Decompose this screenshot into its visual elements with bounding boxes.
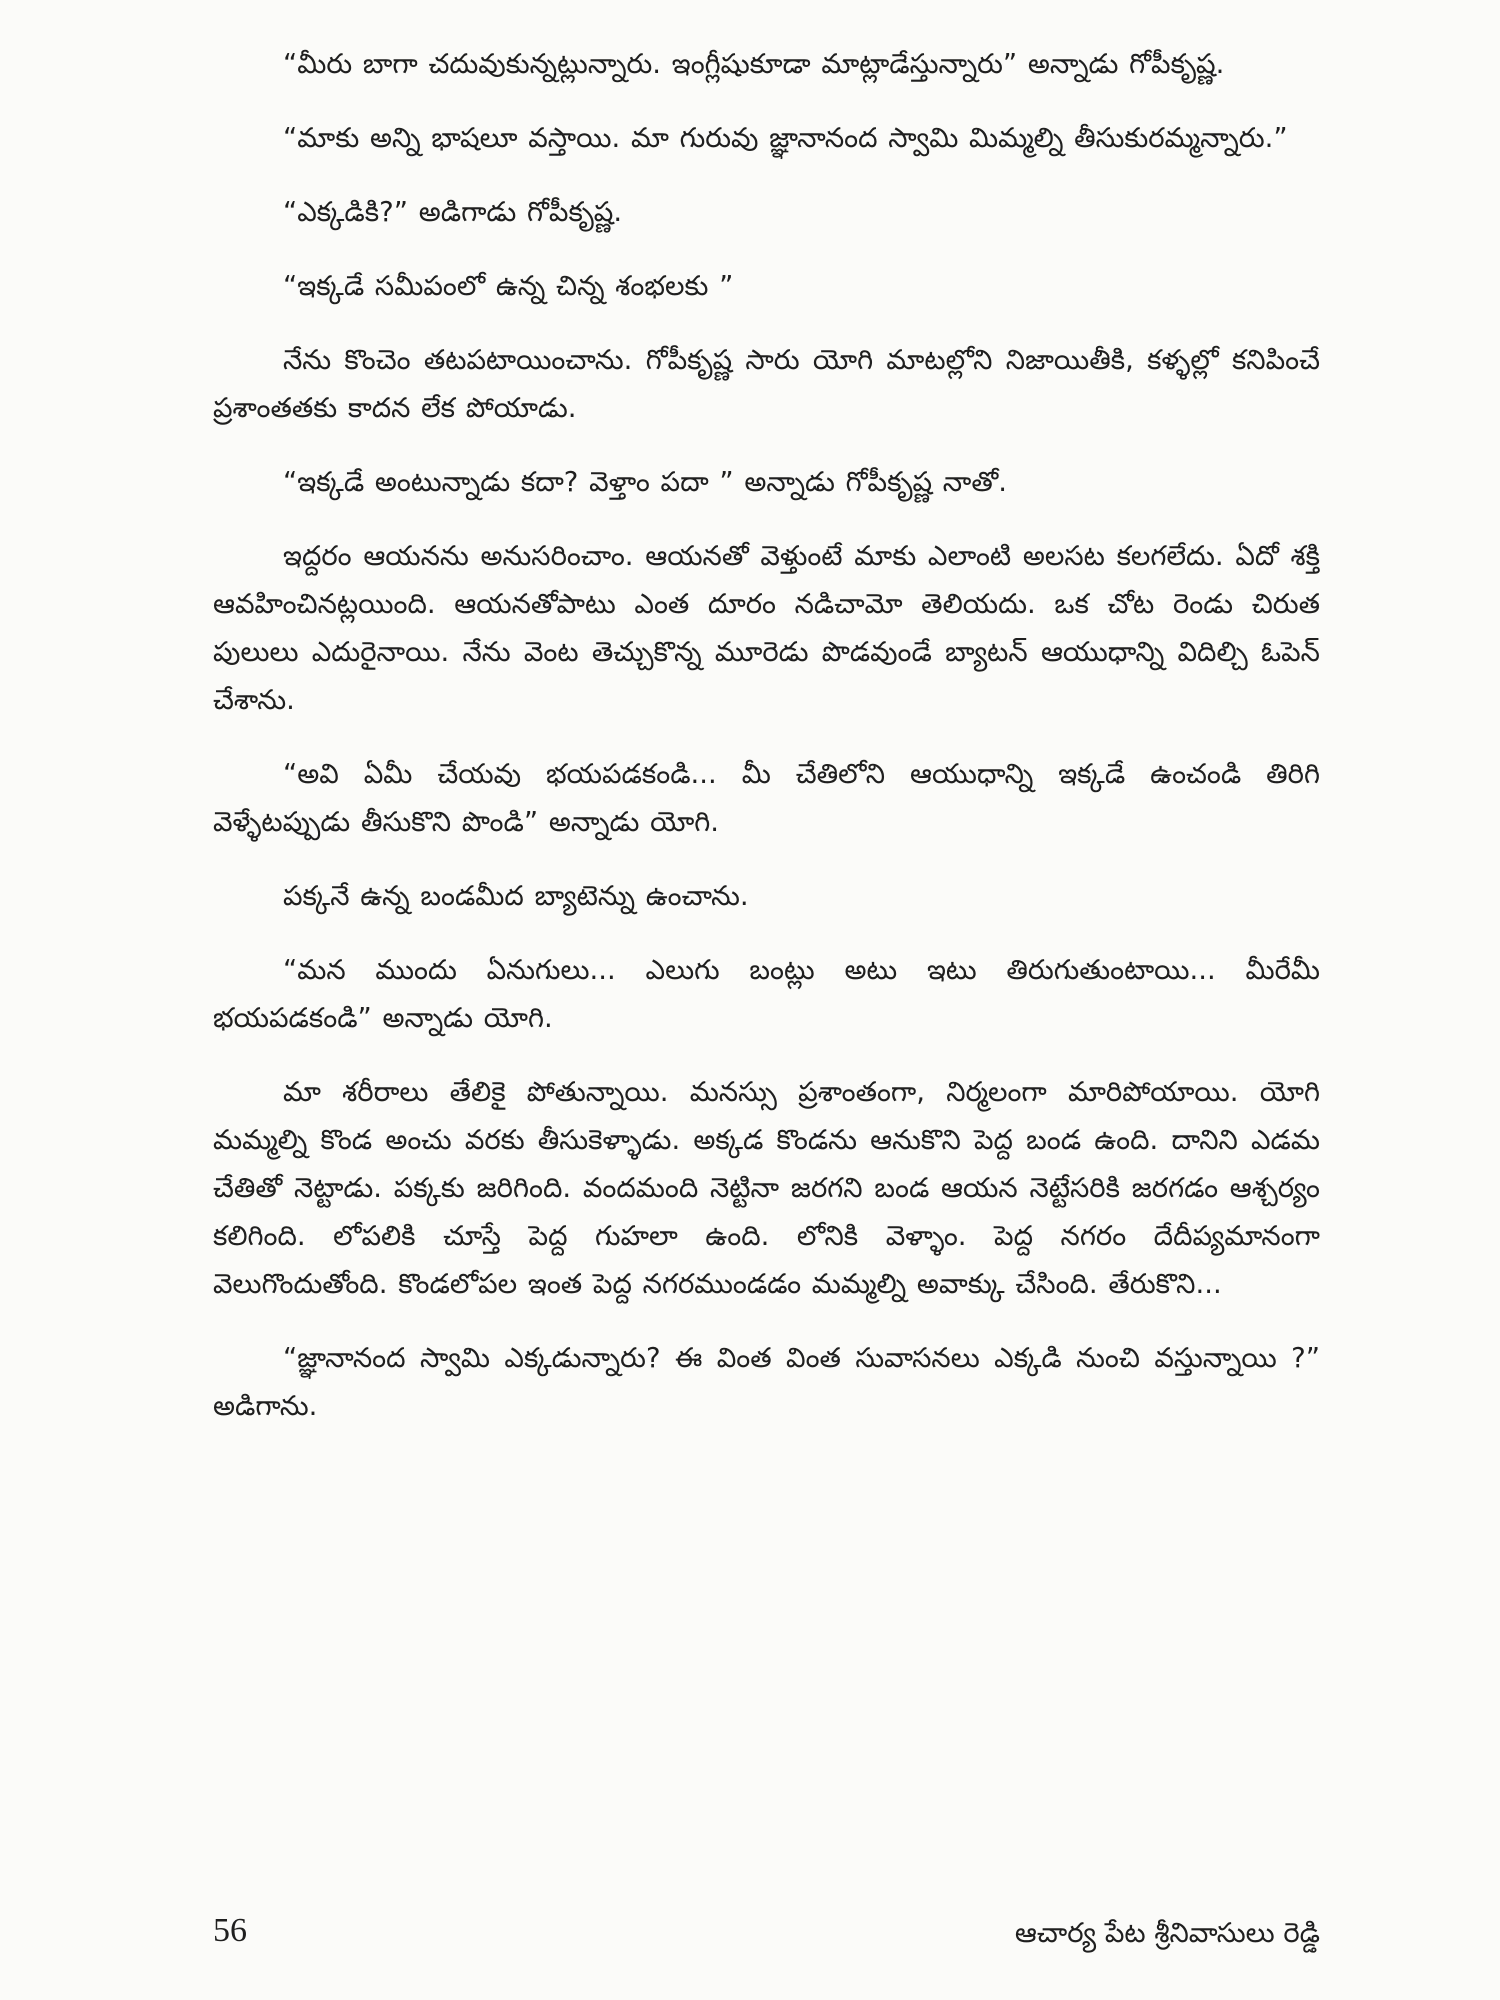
- paragraph: “ఇక్కడే సమీపంలో ఉన్న చిన్న శంభలకు ”: [283, 270, 734, 302]
- paragraph: “ఎక్కడికి?” అడిగాడు గోపీకృష్ణ.: [283, 196, 623, 228]
- paragraph: పక్కనే ఉన్న బండమీద బ్యాటెన్ను ఉంచాను.: [283, 880, 749, 912]
- paragraph: “మీరు బాగా చదువుకున్నట్లున్నారు. ఇంగ్లీషుకూడా మాట్లాడేస్తున్నారు” అన్నాడు గోపీకృష్ణ.: [283, 48, 1225, 80]
- paragraph: ఇద్దరం ఆయనను అనుసరించాం. ఆయనతో వెళ్తుంటే మాకు ఎలాంటి అలసట కలగలేదు. ఏదో శక్తి ఆవహించినట్లయింది. ఆయనతోపాటు ఎంత దూరం నడిచామో తెలియదు. ఒక చోట రెండు చిరుత పులులు ఎదురైనాయి. నేను వెంట తెచ్చుకొన్న మూరెడు పొడవుండే బ్యాటన్ ఆయుధాన్ని విదిల్చి ఓపెన్ చేశాను.: [213, 540, 1320, 716]
- paragraph: మా శరీరాలు తేలికై పోతున్నాయి. మనస్సు ప్రశాంతంగా, నిర్మలంగా మారిపోయాయి. యోగి మమ్మల్ని కొండ అంచు వరకు తీసుకెళ్ళాడు. అక్కడ కొండను ఆనుకొని పెద్ద బండ ఉంది. దానిని ఎడమ చేతితో నెట్టాడు. పక్కకు జరిగింది. వందమంది నెట్టినా జరగని బండ ఆయన నెట్టేసరికి జరగడం ఆశ్చర్యం కలిగింది. లోపలికి చూస్తే పెద్ద గుహలా ఉంది. లోనికి వెళ్ళాం. పెద్ద నగరం దేదీప్యమానంగా వెలుగొందుతోంది. కొండలోపల ఇంత పెద్ద నగరముండడం మమ్మల్ని అవాక్కు చేసింది. తేరుకొని...: [213, 1076, 1320, 1300]
- page-number: 56: [213, 1912, 247, 1949]
- paragraph: నేను కొంచెం తటపటాయించాను. గోపీకృష్ణ సారు యోగి మాటల్లోని నిజాయితీకి, కళ్ళల్లో కనిపించే ప్రశాంతతకు కాదన లేక పోయాడు.: [213, 344, 1320, 424]
- paragraph: “మన ముందు ఏనుగులు... ఎలుగు బంట్లు అటు ఇటు తిరుగుతుంటాయి... మీరేమీ భయపడకండి” అన్నాడు యోగి.: [213, 954, 1320, 1034]
- body-text: [213, 40, 1320, 1456]
- paragraph: “జ్ఞానానంద స్వామి ఎక్కడున్నారు? ఈ వింత వింత సువాసనలు ఎక్కడి నుంచి వస్తున్నాయి ?” అడిగాను.: [213, 1342, 1320, 1422]
- author-name: ఆచార్య పేట శ్రీనివాసులు రెడ్డి: [1014, 1917, 1320, 1949]
- page-footer: [213, 1908, 1320, 1968]
- paragraph: “ఇక్కడే అంటున్నాడు కదా? వెళ్తాం పదా ” అన్నాడు గోపీకృష్ణ నాతో.: [283, 466, 1007, 498]
- paragraph: “మాకు అన్ని భాషలూ వస్తాయి. మా గురువు జ్ఞానానంద స్వామి మిమ్మల్ని తీసుకురమ్మన్నారు.”: [283, 122, 1288, 154]
- paragraph: “అవి ఏమీ చేయవు భయపడకండి... మీ చేతిలోని ఆయుధాన్ని ఇక్కడే ఉంచండి తిరిగి వెళ్ళేటప్పుడు తీసుకొని పొండి” అన్నాడు యోగి.: [213, 758, 1320, 838]
